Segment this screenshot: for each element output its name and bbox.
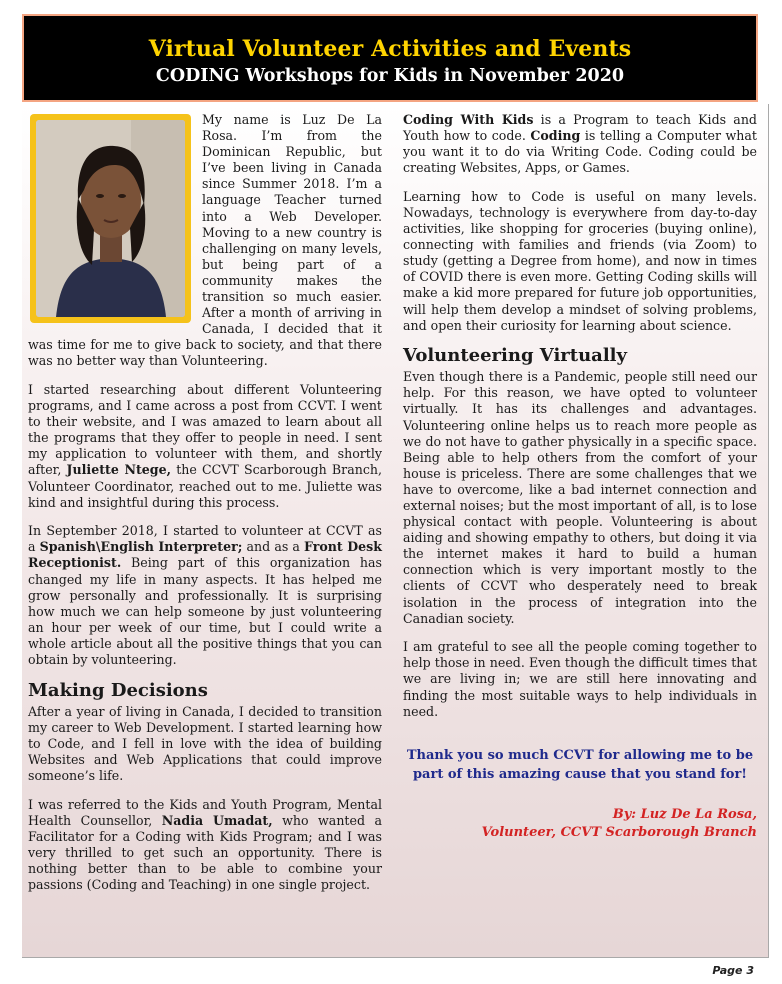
- coordinator-name: Juliette Ntege,: [66, 462, 171, 478]
- portrait-photo-icon: [36, 120, 185, 317]
- paragraph-text: Being part of this organization has changed my life in many aspects. It has helped me grow personally and professionally. It is surprising how much we can help someone by just volunteering an hour per week of our time, but I could write a whole article about all the positive things that you can obtain by volunteering.: [28, 555, 382, 667]
- page-number: Page 3: [712, 964, 754, 977]
- page-title: Virtual Volunteer Activities and Events: [148, 36, 632, 62]
- paragraph-text: who wanted a Facilitator for a Coding with Kids Program; and I was very thrilled to get such an opportunity. There is nothing better than to be able to combine your passions (Coding and Teaching) in one single project.: [28, 812, 382, 893]
- paragraph-text: the CCVT Scarborough Branch, Volunteer Coordinator, reached out to me. Juliette was kind and insightful during this process.: [28, 462, 382, 510]
- author-photo-frame: [30, 114, 191, 323]
- paragraph-text: is telling a Computer what you want it to do via Writing Code. Coding could be creating Websites, Apps, or Games.: [403, 128, 757, 176]
- role-receptionist: Front Desk Receptionist.: [28, 539, 382, 571]
- intro-paragraph: My name is Luz De La Rosa. I’m from the Dominican Republic, but I’ve been living in Canada since Summer 2018. I’m a language Teacher turned into a Web Developer. Moving to a new country is challenging on many levels, but being part of a community makes the transition so much easier. After a month of arriving in Canada, I decided that it was time for me to give back to society, and that there was no better way than Volunteering.: [28, 112, 382, 369]
- signature-author: By: Luz De La Rosa,: [612, 806, 757, 822]
- heading-making-decisions: Making Decisions: [28, 679, 208, 701]
- signature-role: Volunteer, CCVT Scarborough Branch: [481, 824, 757, 840]
- left-column: [28, 112, 382, 906]
- paragraph-text: In September 2018, I started to volunteer at CCVT as a: [28, 523, 382, 555]
- coding-term: Coding: [530, 128, 581, 144]
- referral-paragraph: [28, 797, 382, 894]
- paragraph-text: is a Program to teach Kids and Youth how to code.: [403, 112, 757, 144]
- volunteer-roles-paragraph: [28, 523, 382, 668]
- page-subtitle: CODING Workshops for Kids in November 2020: [155, 66, 625, 86]
- paragraph-text: I started researching about different Volunteering programs, and I came across a post from CCVT. I went to their website, and I was amazed to learn about all the programs that they offer to people in need. I sent my application to volunteer with them, and shortly after,: [28, 382, 382, 478]
- paragraph-text: I was referred to the Kids and Youth Program, Mental Health Counsellor,: [28, 796, 382, 828]
- role-interpreter: Spanish\English Interpreter;: [39, 539, 243, 555]
- right-column: [403, 112, 757, 842]
- volunteering-research-paragraph: [28, 382, 382, 511]
- counsellor-name: Nadia Umadat,: [161, 812, 273, 828]
- paragraph-text: and as a: [242, 539, 305, 555]
- pandemic-paragraph: Even though there is a Pandemic, people still need our help. For this reason, we have opted to volunteer virtually. It has its challenges and advantages. Volunteering online helps us to reach more people as we do not have to gather physically in a specific space. Being able to help others from the comfort of your house is priceless. There are some challenges that we have to overcome, like a bad internet connection and external noises; but the most important of all, is to lose physical contact with people. Volunteering is about aiding and showing empathy to others, but doing it via the internet makes it hard to build a human connection which is very important mostly to the clients of CCVT who desperately need to break isolation in the process of integration into the Canadian society.: [403, 369, 757, 626]
- program-paragraph: [403, 112, 757, 176]
- heading-volunteering-virtually: Volunteering Virtually: [403, 345, 627, 367]
- author-signature: [403, 806, 757, 842]
- program-name: Coding With Kids: [403, 112, 534, 127]
- career-paragraph: After a year of living in Canada, I decided to transition my career to Web Development. I started learning how to Code, and I fell in love with the idea of building Websites and Web Applications that could improve someone’s life.: [28, 703, 382, 783]
- benefits-paragraph: Learning how to Code is useful on many levels. Nowadays, technology is everywhere from day-to-day activities, like shopping for groceries (buying online), connecting with families and friends (via Zoom) to study (getting a Degree from home), and now in times of COVID there is even more. Getting Coding skills will make a kid more prepared for future job opportunities, will help them develop a mindset of solving problems, and open their curiosity for learning about science.: [403, 188, 757, 333]
- gratitude-paragraph: I am grateful to see all the people coming together to help those in need. Even though the difficult times that we are living in; we are still here innovating and finding the most suitable ways to help individuals in need.: [403, 639, 757, 719]
- thank-you-note: Thank you so much CCVT for allowing me to be part of this amazing cause that you stand for!: [406, 747, 754, 782]
- page-header: [22, 14, 758, 102]
- article-body: [22, 104, 769, 958]
